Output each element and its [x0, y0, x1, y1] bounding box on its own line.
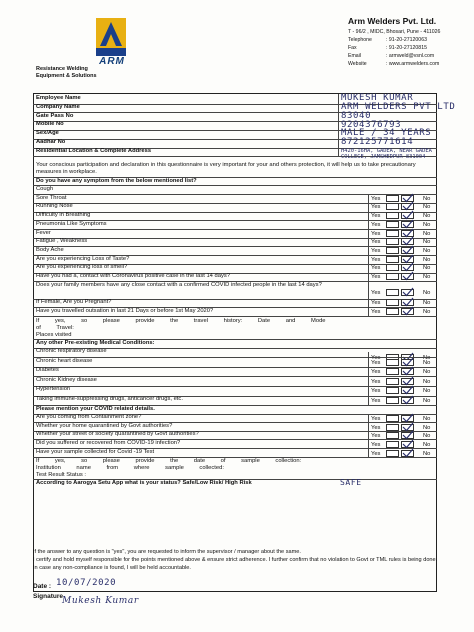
detail-label: Gate Pass No — [36, 112, 74, 119]
fax-label: Fax — [348, 45, 357, 51]
condition-divider — [33, 367, 437, 368]
yes-label: Yes — [371, 424, 381, 431]
yes-label: Yes — [371, 256, 381, 263]
covid-question: Whether your street or society quarantined by Govt authorities? — [36, 431, 199, 438]
condition-divider — [33, 386, 437, 387]
preexisting-heading: Any other Pre-existing Medical Conditions: — [36, 339, 155, 346]
date-value[interactable]: 10/07/2020 — [56, 578, 117, 588]
symptom-question: Sore Throat — [36, 194, 67, 201]
yes-label: Yes — [371, 204, 381, 211]
no-label: No — [423, 265, 431, 272]
check-mark-icon — [402, 395, 414, 405]
detail-label: Employee Name — [36, 95, 81, 101]
website-value: : www.armwelders.com — [386, 61, 440, 67]
check-mark-icon — [402, 385, 414, 395]
symptom-question: Difficulty in Breathing — [36, 212, 91, 219]
website-label: Website — [348, 61, 367, 67]
yes-label: Yes — [371, 398, 381, 404]
symptom-question: Have you had a, contact with Coronavirus positive case in the last 14 days? — [36, 273, 230, 279]
yes-checkbox[interactable] — [386, 299, 399, 306]
yes-checkbox[interactable] — [386, 450, 399, 457]
yes-label: Yes — [371, 388, 381, 395]
yes-label: Yes — [371, 416, 381, 423]
yes-label: Yes — [371, 221, 381, 228]
yes-checkbox[interactable] — [386, 247, 399, 254]
no-label: No — [423, 213, 431, 220]
detail-value[interactable]: MUKESH KUMAR — [341, 93, 414, 103]
symptom-question: If Female, Are you Pregnant? — [36, 299, 112, 306]
tagline-line2: Equipment & Solutions — [36, 73, 97, 79]
yes-checkbox[interactable] — [386, 203, 399, 210]
no-label: No — [423, 239, 431, 246]
condition-divider — [33, 357, 437, 358]
yes-checkbox[interactable] — [386, 359, 399, 366]
no-label: No — [423, 300, 431, 307]
covid-question: Have your sample collected for Covid -19 Test — [36, 448, 155, 455]
yes-checkbox[interactable] — [386, 432, 399, 439]
tagline — [36, 66, 106, 80]
yes-checkbox[interactable] — [386, 424, 399, 431]
no-label: No — [423, 388, 431, 395]
yes-checkbox[interactable] — [386, 397, 399, 404]
yes-checkbox[interactable] — [386, 256, 399, 263]
detail-label: Mobile No — [36, 121, 64, 128]
yes-checkbox[interactable] — [386, 273, 399, 280]
condition-question: Chronic heart disease — [36, 357, 93, 364]
no-label: No — [423, 256, 431, 263]
yes-label: Yes — [371, 369, 381, 376]
yes-checkbox[interactable] — [386, 308, 399, 315]
no-label: No — [423, 355, 431, 361]
yes-checkbox[interactable] — [386, 368, 399, 375]
places-visited-label: Places visited — [36, 331, 72, 338]
aarogya-question: According to Aarogya Setu App what is your status? Safe/Low Risk/ High Risk — [36, 480, 252, 487]
signature-label: Signature — [33, 593, 63, 600]
yes-checkbox[interactable] — [386, 415, 399, 422]
yes-label: Yes — [371, 213, 381, 220]
company-name: Arm Welders Pvt. Ltd. — [348, 16, 437, 26]
symptom-question: Does your family members have any close contact with a confirmed COVID infected people in the last 14 days? — [36, 281, 322, 288]
yes-checkbox[interactable] — [386, 441, 399, 448]
no-label: No — [423, 247, 431, 254]
no-label: No — [423, 359, 431, 366]
symptoms-heading: Do you have any symptom from the below mentioned list? — [36, 178, 197, 184]
detail-label: Sex/Age — [36, 130, 59, 137]
no-label: No — [423, 424, 431, 431]
condition-question: Chronic Kidney disease — [36, 376, 97, 383]
detail-value[interactable]: 83040 — [341, 111, 372, 121]
arm-logo-icon — [96, 18, 126, 56]
telephone-value: : 91-20-27120063 — [386, 37, 427, 43]
column-divider — [368, 414, 369, 457]
no-label: No — [423, 308, 431, 315]
company-address: T - 96/2 , MIDC, Bhosari, Pune - 411026 — [348, 29, 441, 35]
email-value: : armweld@vsnl.com — [386, 53, 435, 59]
condition-question: Chronic respiratory disease — [36, 348, 107, 354]
symptom-question: Have you travelled outsation in last 21 Days or before 1st May 2020? — [36, 307, 214, 314]
footer-note — [33, 548, 443, 572]
no-label: No — [423, 230, 431, 237]
footer-line-1: If the answer to any question is "yes", you are requested to inform the supervisor / manager about the same. — [33, 549, 301, 555]
yes-checkbox[interactable] — [386, 195, 399, 202]
signature-value[interactable]: Mukesh Kumar — [62, 596, 139, 606]
no-label: No — [423, 221, 431, 228]
yes-label: Yes — [371, 300, 381, 307]
covid-question: Whether your home quarantined by Govt authorities? — [36, 422, 173, 429]
condition-question: Hypertension — [36, 386, 71, 393]
detail-value[interactable]: MALE / 34 YEARS — [341, 128, 432, 138]
check-mark-icon — [402, 271, 414, 281]
no-label: No — [423, 369, 431, 376]
tagline-line1: Resistance Welding — [36, 66, 88, 72]
yes-label: Yes — [371, 355, 381, 361]
no-label: No — [423, 274, 431, 280]
check-mark-icon — [402, 376, 414, 386]
row-divider — [33, 185, 437, 186]
yes-checkbox[interactable] — [386, 264, 399, 271]
yes-label: Yes — [371, 378, 381, 385]
covid-question: Are you coming from Containment zone? — [36, 414, 142, 421]
symptom-question: Pneumonia Like Symptoms — [36, 220, 107, 227]
covid-heading: Please mention your COVID related details. — [36, 405, 155, 412]
yes-label: Yes — [371, 265, 381, 272]
no-label: No — [423, 195, 431, 202]
detail-divider — [33, 112, 437, 113]
detail-value[interactable]: H420-16HA, GADEA, NEAR GADEA COLLEGE, JAMSHEDPUR-831004 — [341, 148, 432, 160]
footer-line-2: I certify and hold myself responsible for the points mentioned above & ensure strict adherence. I further confirm that no violation to Govt or TML rules is being done. In case any non-compliance is found, I will be held accountable. — [33, 557, 438, 571]
yes-checkbox[interactable] — [386, 238, 399, 245]
yes-label: Yes — [371, 230, 381, 237]
no-label: No — [423, 416, 431, 423]
no-label: No — [423, 204, 431, 211]
intro-text: Your conscious participation and declaration in this questionnaire is very important for your and others protection, it will help us to take precautionary measures in workplace. — [36, 162, 416, 175]
yes-checkbox[interactable] — [386, 289, 399, 296]
no-label: No — [423, 378, 431, 385]
test-result-label: Test Result Status : — [36, 472, 86, 479]
symptom-question: Running Nose — [36, 203, 73, 210]
telephone-label: Telephone — [348, 37, 372, 43]
detail-label: Aadhar No — [36, 139, 66, 145]
yes-label: Yes — [371, 239, 381, 246]
no-label: No — [423, 441, 431, 448]
aarogya-answer[interactable]: SAFE — [340, 478, 362, 488]
yes-checkbox[interactable] — [386, 378, 399, 385]
yes-label: Yes — [371, 308, 381, 315]
covid-question: Did you suffered or recovered from COVID-19 infection? — [36, 439, 181, 446]
email-label: Email — [348, 53, 361, 59]
yes-checkbox[interactable] — [386, 212, 399, 219]
yes-label: Yes — [371, 441, 381, 448]
travel-history-text: If yes, so please provide the travel history: Date and Mode of Travel: — [36, 317, 326, 331]
column-divider — [368, 352, 369, 406]
symptom-question: Fever — [36, 229, 51, 236]
no-label: No — [423, 450, 431, 457]
yes-label: Yes — [371, 274, 381, 280]
detail-label: Residential Location & Complete Address — [36, 147, 152, 154]
symptom-question: Are you experiencing Loss of Taste? — [36, 255, 130, 262]
check-mark-icon — [402, 357, 414, 367]
symptom-question: Cough — [36, 186, 54, 192]
yes-label: Yes — [371, 247, 381, 254]
yes-label: Yes — [371, 289, 381, 296]
detail-value[interactable]: 872125771614 — [341, 137, 414, 147]
no-label: No — [423, 289, 431, 296]
symptom-question: Are you experiencing loss of smell? — [36, 264, 128, 271]
detail-value[interactable]: 9204376793 — [341, 120, 402, 130]
check-mark-icon — [402, 366, 414, 376]
yes-label: Yes — [371, 359, 381, 366]
fax-value: : 91-20-27120815 — [386, 45, 427, 51]
yes-label: Yes — [371, 450, 381, 457]
yes-label: Yes — [371, 195, 381, 202]
company-contact-block — [348, 16, 468, 68]
sample-collection-text: If yes, so please provide the date of sample collection: Institution name from where sample collected: — [36, 458, 302, 472]
no-label: No — [423, 433, 431, 440]
condition-question: Taking immune-suppressing drugs, anticancer drugs, etc. — [36, 396, 183, 402]
column-divider — [368, 194, 369, 317]
check-mark-icon — [402, 287, 414, 297]
detail-label: Company Name — [36, 103, 80, 110]
no-label: No — [423, 398, 431, 404]
yes-label: Yes — [371, 433, 381, 440]
date-label: Date : — [33, 583, 52, 590]
yes-checkbox[interactable] — [386, 387, 399, 394]
detail-value[interactable]: ARM WELDERS PVT LTD — [341, 102, 456, 112]
symptom-question: Body Ache — [36, 246, 64, 253]
symptom-question: Fatigue , Weakness — [36, 238, 88, 245]
logo-wordmark: ARM — [99, 56, 125, 67]
condition-question: Diabetes — [36, 367, 59, 374]
yes-checkbox[interactable] — [386, 230, 399, 237]
yes-checkbox[interactable] — [386, 221, 399, 228]
column-divider — [338, 94, 339, 157]
check-mark-icon — [402, 306, 414, 316]
